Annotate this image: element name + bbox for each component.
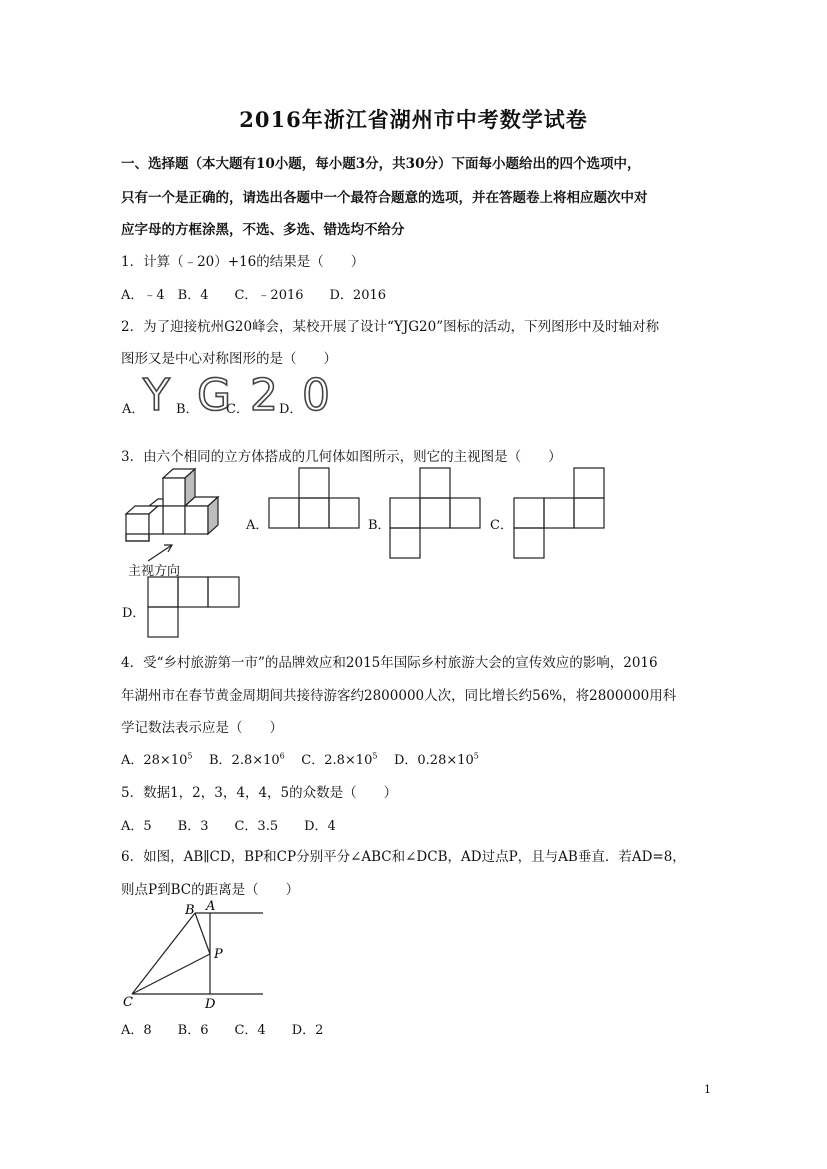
view-direction-label: 主视方向	[128, 564, 181, 579]
cube-front-face	[163, 478, 185, 506]
square-cell	[208, 577, 239, 607]
q1-options: A．﹣4 B．4 C．﹣2016 D．2016	[121, 288, 387, 303]
g-glyph-figure: G	[197, 370, 232, 421]
segment-bp	[195, 913, 210, 954]
two-glyph-figure: 2	[250, 370, 278, 421]
square-cell	[450, 498, 480, 528]
q4-option-a: A．28×10	[121, 753, 188, 768]
q2-stem-line2: 图形又是中心对称图形的是（ ）	[121, 351, 337, 367]
q6-stem-line2: 则点P到BC的距离是（ ）	[121, 882, 300, 898]
q2-option-a-label: A．	[122, 402, 145, 417]
q3-stem: 3．由六个相同的立方体搭成的几何体如图所示，则它的主视图是（ ）	[121, 449, 562, 465]
square-cell	[148, 607, 178, 637]
q4-option-b: B．2.8×10	[209, 753, 280, 768]
q3-option-c-label: C．	[490, 518, 513, 533]
square-cell	[514, 498, 544, 528]
q4-option-c: C．2.8×10	[301, 753, 373, 768]
cube-front-face	[163, 506, 185, 534]
q1-stem: 1．计算（﹣20）+16的结果是（ ）	[121, 254, 365, 270]
q3-option-d-label: D．	[122, 606, 146, 621]
q4-option-a-exponent: 5	[187, 751, 193, 761]
q6-geometry-figure	[120, 898, 270, 1013]
q4-stem-line2: 年湖州市在春节黄金周期间共接待游客约2800000人次，同比增长约56%，将2800000用科	[121, 688, 677, 704]
square-cell	[148, 577, 178, 607]
square-cell	[269, 498, 299, 528]
square-cell	[420, 468, 450, 498]
cube-front-face	[185, 506, 208, 534]
square-cell	[574, 498, 604, 528]
cube-front-face	[126, 514, 149, 541]
square-cell	[514, 528, 544, 558]
view-arrow-head	[164, 545, 172, 552]
segment-bc	[132, 913, 195, 994]
y-glyph-figure: Y	[143, 370, 170, 421]
section-instruction-line1: 一、选择题（本大题有10小题，每小题3分，共30分）下面每小题给出的四个选项中，	[121, 156, 641, 172]
q6-options: A．8 B．6 C．4 D．2	[121, 1023, 324, 1038]
square-cell	[178, 577, 208, 607]
q6-stem-line1: 6．如图，AB∥CD，BP和CP分别平分∠ABC和∠DCB，AD过点P，且与AB垂直．若AD=8，	[121, 849, 686, 865]
square-cell	[329, 498, 359, 528]
q3-option-b-label: B．	[368, 518, 391, 533]
q4-stem-line1: 4．受“乡村旅游第一市”的品牌效应和2015年国际乡村旅游大会的宣传效应的影响，2016	[121, 655, 658, 671]
cube-top-face	[149, 499, 163, 506]
q3-option-b-figure	[389, 467, 481, 559]
q4-option-d: D．0.28×10	[393, 753, 474, 768]
section-instruction-line2: 只有一个是正确的，请选出各题中一个最符合题意的选项，并在答题卷上将相应题次中对	[121, 190, 648, 206]
square-cell	[390, 528, 420, 558]
section-instruction-line3: 应字母的方框涂黑，不选、多选、错选均不给分	[121, 222, 405, 238]
square-cell	[420, 498, 450, 528]
q2-option-b-label: B．	[176, 402, 199, 417]
square-cell	[390, 498, 420, 528]
q3-option-a-label: A．	[246, 518, 269, 533]
q4-option-b-exponent: 6	[279, 751, 285, 761]
q5-stem: 5．数据1，2，3，4，4，5的众数是（ ）	[121, 785, 398, 801]
q4-option-d-exponent: 5	[473, 751, 479, 761]
square-cell	[544, 498, 574, 528]
view-arrow	[148, 545, 172, 561]
zero-glyph-figure: 0	[302, 370, 330, 421]
q2-option-c-label: C．	[226, 402, 249, 417]
page-title: 2016年浙江省湖州市中考数学试卷	[239, 107, 588, 132]
q5-options: A．5 B．3 C．3.5 D．4	[121, 819, 336, 834]
segment-cp	[132, 954, 210, 994]
q4-stem-line3: 学记数法表示应是（ ）	[121, 720, 283, 736]
q2-stem-line1: 2．为了迎接杭州G20峰会，某校开展了设计“YJG20”图标的活动，下列图形中及时轴对称	[121, 319, 660, 335]
point-label-a: A	[206, 899, 216, 914]
point-label-c: C	[123, 995, 133, 1010]
q4-option-c-exponent: 5	[372, 751, 378, 761]
point-label-b: B	[185, 903, 195, 918]
q3-option-c-figure	[513, 467, 605, 559]
page-number: 1	[704, 1083, 711, 1096]
q4-options	[121, 749, 479, 768]
square-cell	[299, 498, 329, 528]
point-label-d: D	[205, 997, 216, 1012]
point-label-p: P	[214, 947, 223, 962]
square-cell	[574, 468, 604, 498]
q3-option-d-figure	[147, 576, 240, 638]
square-cell	[299, 468, 329, 498]
q2-option-d-label: D．	[279, 402, 303, 417]
q3-option-a-figure	[268, 467, 360, 529]
